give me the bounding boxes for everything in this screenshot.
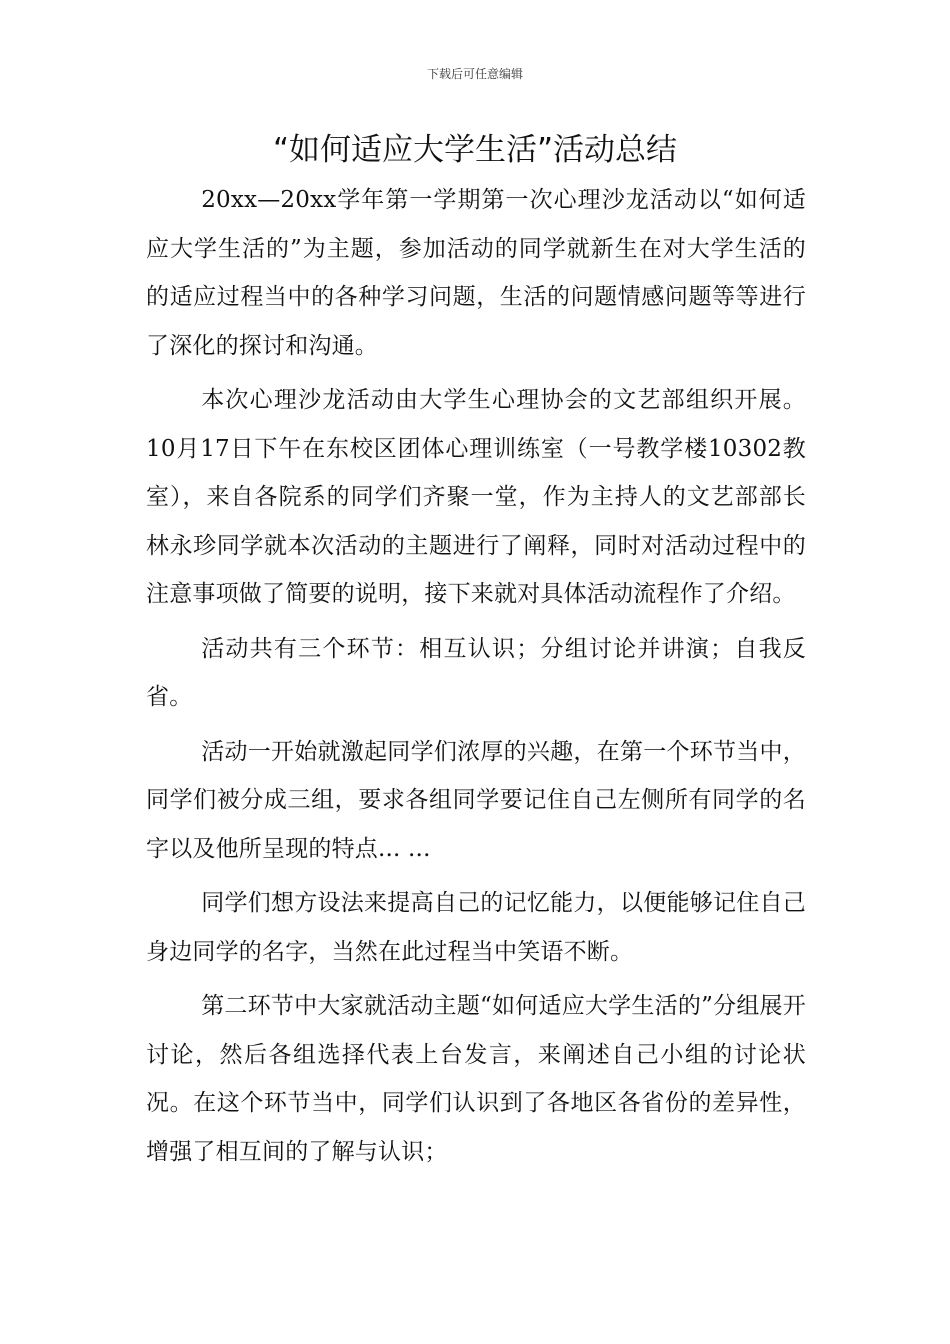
header-note: 下载后可任意编辑 — [426, 67, 523, 81]
paragraph: 活动共有三个环节：相互认识；分组讨论并讲演；自我反省。 — [146, 635, 806, 710]
paragraph: 活动一开始就激起同学们浓厚的兴趣，在第一个环节当中，同学们被分成三组，要求各组同学要记住自己左侧所有同学的名字以及他所呈现的特点... ... — [146, 738, 806, 862]
document-title: “如何适应大学生活”活动总结 — [272, 132, 678, 168]
document-body — [146, 176, 806, 1182]
paragraph: 本次心理沙龙活动由大学生心理协会的文艺部组织开展。10月17日下午在东校区团体心理训练室（一号教学楼10302教室），来自各院系的同学们齐聚一堂，作为主持人的文艺部部长林永珍同学就本次活动的主题进行了阐释，同时对活动过程中的注意事项做了简要的说明，接下来就对具体活动流程作了介绍。 — [146, 387, 806, 607]
paragraph: 第二环节中大家就活动主题“如何适应大学生活的”分组展开讨论，然后各组选择代表上台发言，来阐述自己小组的讨论状况。在这个环节当中，同学们认识到了各地区各省份的差异性，增强了相互间的了解与认识； — [146, 993, 806, 1165]
paragraph: 同学们想方设法来提高自己的记忆能力，以便能够记住自己身边同学的名字，当然在此过程当中笑语不断。 — [146, 890, 806, 965]
paragraph: 20xx—20xx学年第一学期第一次心理沙龙活动以“如何适应大学生活的”为主题，参加活动的同学就新生在对大学生活的的适应过程当中的各种学习问题，生活的问题情感问题等等进行了深化的探讨和沟通。 — [146, 187, 806, 359]
